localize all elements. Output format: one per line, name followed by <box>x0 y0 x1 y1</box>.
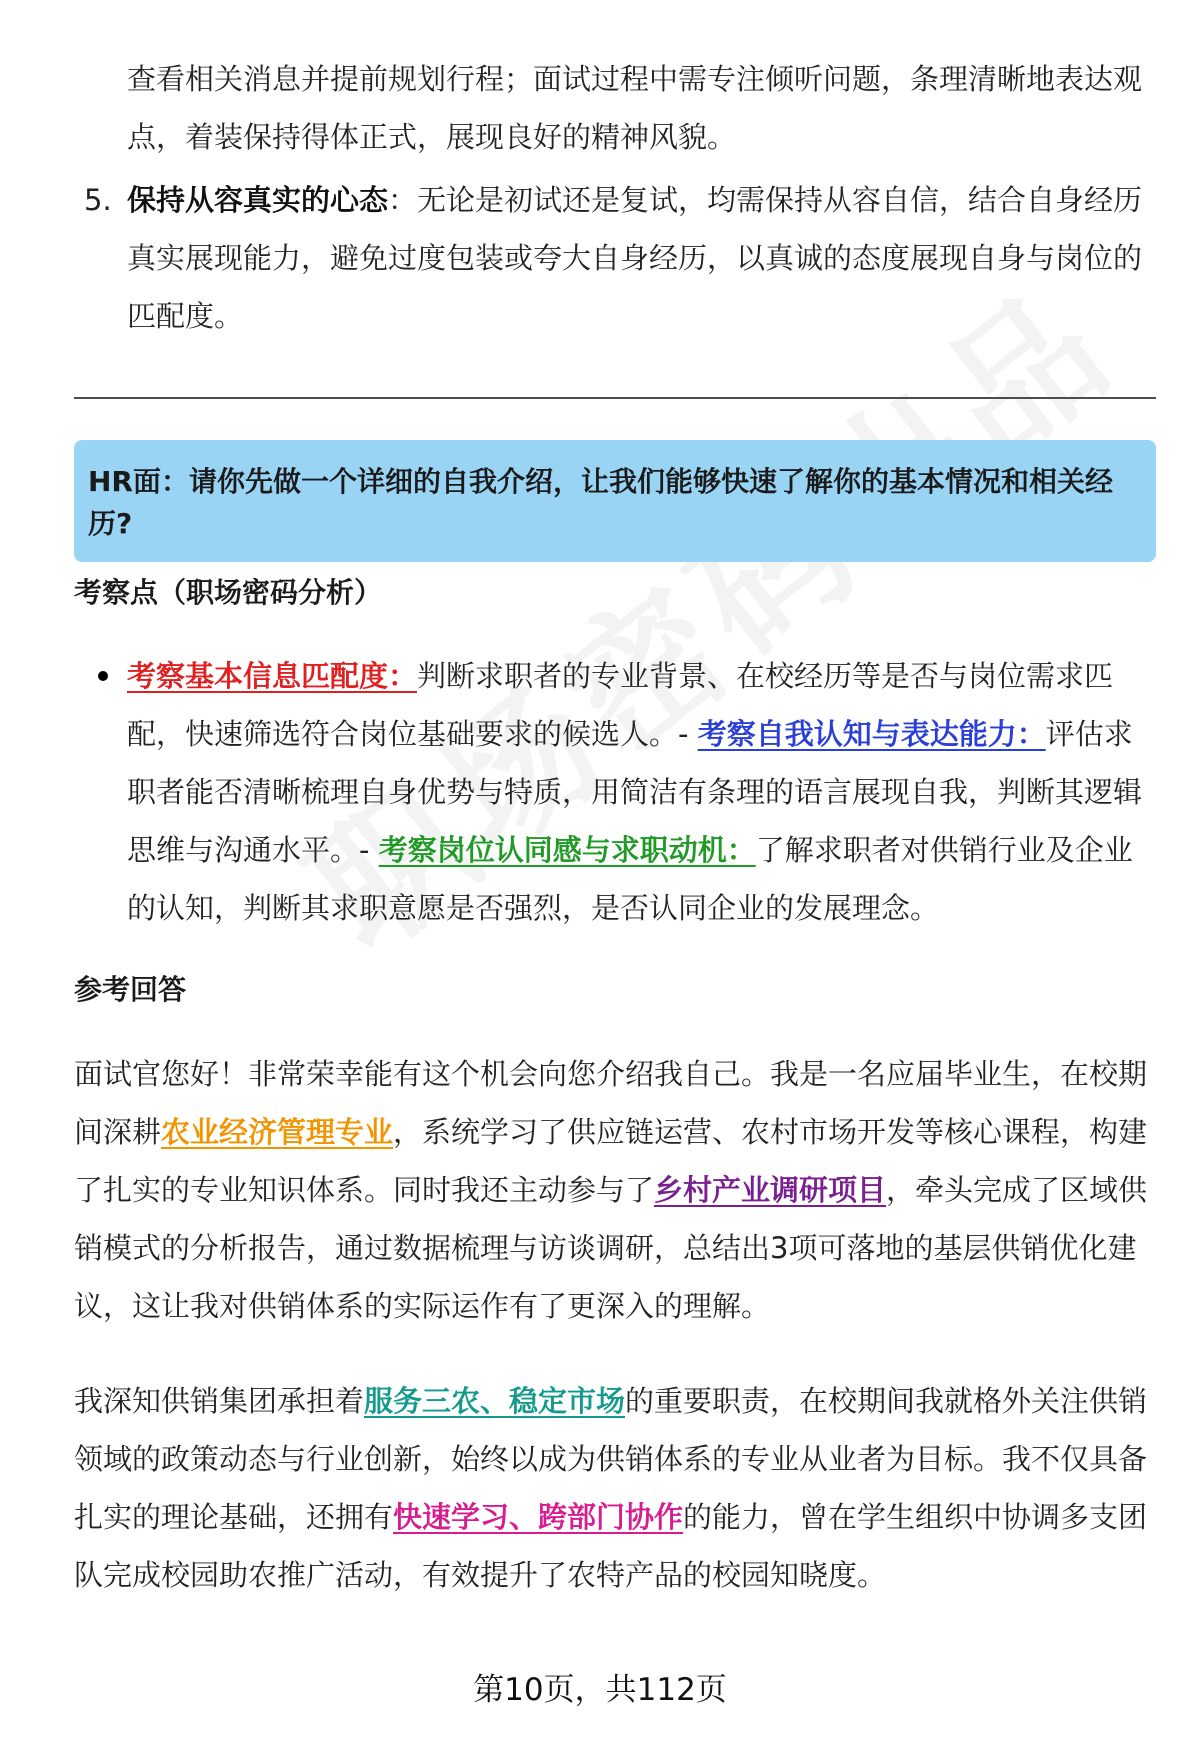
highlight-project: 乡村产业调研项目 <box>654 1173 887 1207</box>
list-item-5-title: 保持从容真实的心态 <box>127 183 389 217</box>
assessment-list <box>98 647 1147 937</box>
answer-paragraph-1 <box>74 1045 1148 1335</box>
highlight-abilities: 快速学习、跨部门协作 <box>393 1500 684 1534</box>
page-number: 第10页，共112页 <box>473 1672 727 1708</box>
question-box <box>74 440 1156 562</box>
highlight-mission: 服务三农、稳定市场 <box>364 1384 626 1418</box>
answer-p1-text-b: ，系统学习了供应链运营、农村市场开发等核心课程，构建了扎实的专业知识体系。同时我还主动参与了 <box>74 1115 1148 1207</box>
answer-heading: 参考回答 <box>74 973 187 1006</box>
section-divider <box>74 397 1156 399</box>
assessment-heading: 考察点（职场密码分析） <box>74 576 383 609</box>
highlight-major: 农业经济管理专业 <box>161 1115 394 1149</box>
list-item-5-body <box>127 171 1147 345</box>
continuation-text: 查看相关消息并提前规划行程；面试过程中需专注倾听问题，条理清晰地表达观点，着装保持得体正式，展现良好的精神风貌。 <box>127 62 1143 154</box>
point-self-awareness-title: 考察自我认知与表达能力： <box>697 717 1046 751</box>
question-text: HR面：请你先做一个详细的自我介绍，让我们能够快速了解你的基本情况和相关经历? <box>88 465 1113 540</box>
assessment-list-item <box>127 647 1147 937</box>
point-self-awareness-text: 评估求职者能否清晰梳理自身优势与特质，用简洁有条理的语言展现自我，判断其逻辑思维与沟通水平。- <box>127 717 1143 867</box>
list-number: 5. <box>84 183 112 217</box>
answer-p1-text-a: 面试官您好！非常荣幸能有这个机会向您介绍我自己。我是一名应届毕业生，在校期间深耕 <box>74 1057 1148 1149</box>
list-item-5 <box>84 171 1147 345</box>
point-motivation-text: 了解求职者对供销行业及企业的认知，判断其求职意愿是否强烈，是否认同企业的发展理念。 <box>127 833 1133 925</box>
answer-p1-text-c: ，牵头完成了区域供销模式的分析报告，通过数据梳理与访谈调研，总结出3项可落地的基层供销优化建议，这让我对供销体系的实际运作有了更深入的理解。 <box>74 1173 1148 1323</box>
point-basic-info-text: 判断求职者的专业背景、在校经历等是否与岗位需求匹配，快速筛选符合岗位基础要求的候选人。- <box>127 659 1114 751</box>
list-item-5-text: ：无论是初试还是复试，均需保持从容自信，结合自身经历真实展现能力，避免过度包装或夸大自身经历，以真诚的态度展现自身与岗位的匹配度。 <box>127 183 1143 333</box>
bullet-dot <box>98 671 108 681</box>
answer-p2-text-b: 的重要职责，在校期间我就格外关注供销领域的政策动态与行业创新，始终以成为供销体系的专业从业者为目标。我不仅具备扎实的理论基础，还拥有 <box>74 1384 1148 1534</box>
point-basic-info-title: 考察基本信息匹配度： <box>127 659 418 693</box>
answer-p2-text-a: 我深知供销集团承担着 <box>74 1384 365 1418</box>
answer-p2-text-c: 的能力，曾在学生组织中协调多支团队完成校园助农推广活动，有效提升了农特产品的校园知晓度。 <box>74 1500 1148 1592</box>
list-item-4-continuation <box>127 50 1147 166</box>
answer-paragraph-2 <box>74 1372 1148 1604</box>
point-motivation-title: 考察岗位认同感与求职动机： <box>378 833 756 867</box>
